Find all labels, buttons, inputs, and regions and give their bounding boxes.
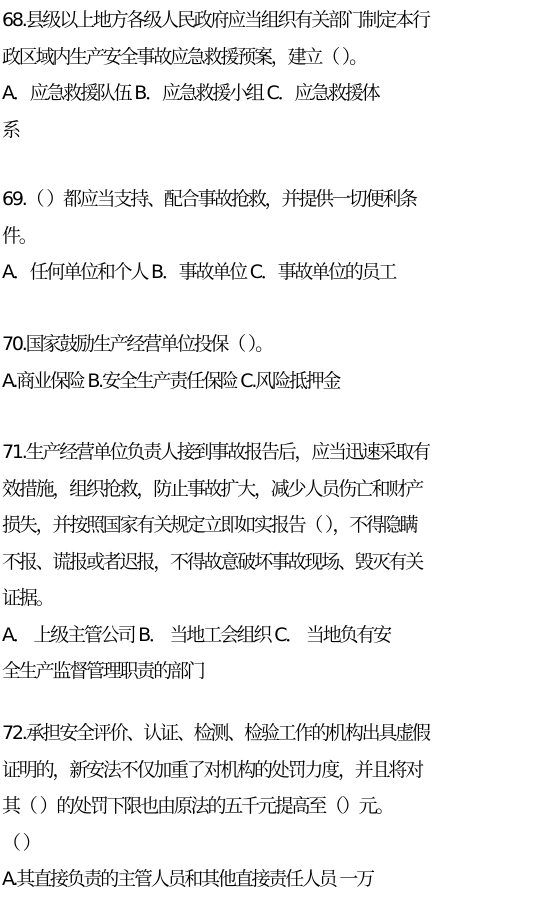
- question-71: [2, 434, 549, 690]
- question-68-line-1: 68.县级以上地方各级人民政府应当组织有关部门制定本行: [2, 9, 429, 31]
- question-71-line-3: 损失，并按照国家有关规定立即如实报告（ ），不得隐瞒: [2, 514, 417, 536]
- question-71-line-4: 不报、谎报或者迟报，不得故意破坏事故现场、毁灭有关: [2, 550, 423, 573]
- question-71-line-5: 证据。: [2, 587, 53, 609]
- question-72-options: A.其直接负责的主管人员和其他直接责任人员 一万: [2, 868, 373, 890]
- question-70-line-1: 70.国家鼓励生产经营单位投保（ ）。: [2, 333, 272, 355]
- question-69-line-2: 件。: [2, 224, 36, 247]
- question-68-options-cont: 系: [2, 118, 19, 141]
- question-72: [2, 715, 549, 898]
- question-70: [2, 326, 549, 399]
- question-71-options-cont: 全生产监督管理职责的部门: [2, 660, 204, 682]
- question-72-line-3: 其（ ）的处罚下限也由原法的五千元提高至（）元。: [2, 795, 393, 817]
- question-69-line-1: 69.（ ）都应当支持、配合事故抢救，并提供一切便利条: [2, 188, 416, 210]
- question-69: [2, 181, 549, 291]
- question-70-options: A.商业保险 B.安全生产责任保险 C.风险抵押金: [2, 369, 340, 392]
- question-69-options: A．任何单位和个人 B．事故单位 C．事故单位的员工: [2, 261, 396, 283]
- question-71-options: A． 上级主管公司 B． 当地工会组织 C． 当地负有安: [2, 623, 390, 646]
- question-72-line-4: （ ）: [2, 831, 40, 854]
- question-68-line-2: 政区域内生产安全事故应急救援预案，建立（ ）。: [2, 45, 366, 68]
- question-72-line-1: 72.承担安全评价、认证、检测、检验工作的机构出具虚假: [2, 722, 429, 744]
- question-72-line-2: 证明的，新安法不仅加重了对机构的处罚力度，并且将对: [2, 758, 423, 781]
- question-71-line-2: 效措施，组织抢救，防止事故扩大，减少人员伤亡和财产: [2, 477, 423, 500]
- question-68-options: A．应急救援队伍 B．应急救援小组 C．应急救援体: [2, 82, 379, 104]
- question-71-line-1: 71.生产经营单位负责人接到事故报告后，应当迅速采取有: [2, 441, 429, 463]
- question-68: [2, 2, 549, 148]
